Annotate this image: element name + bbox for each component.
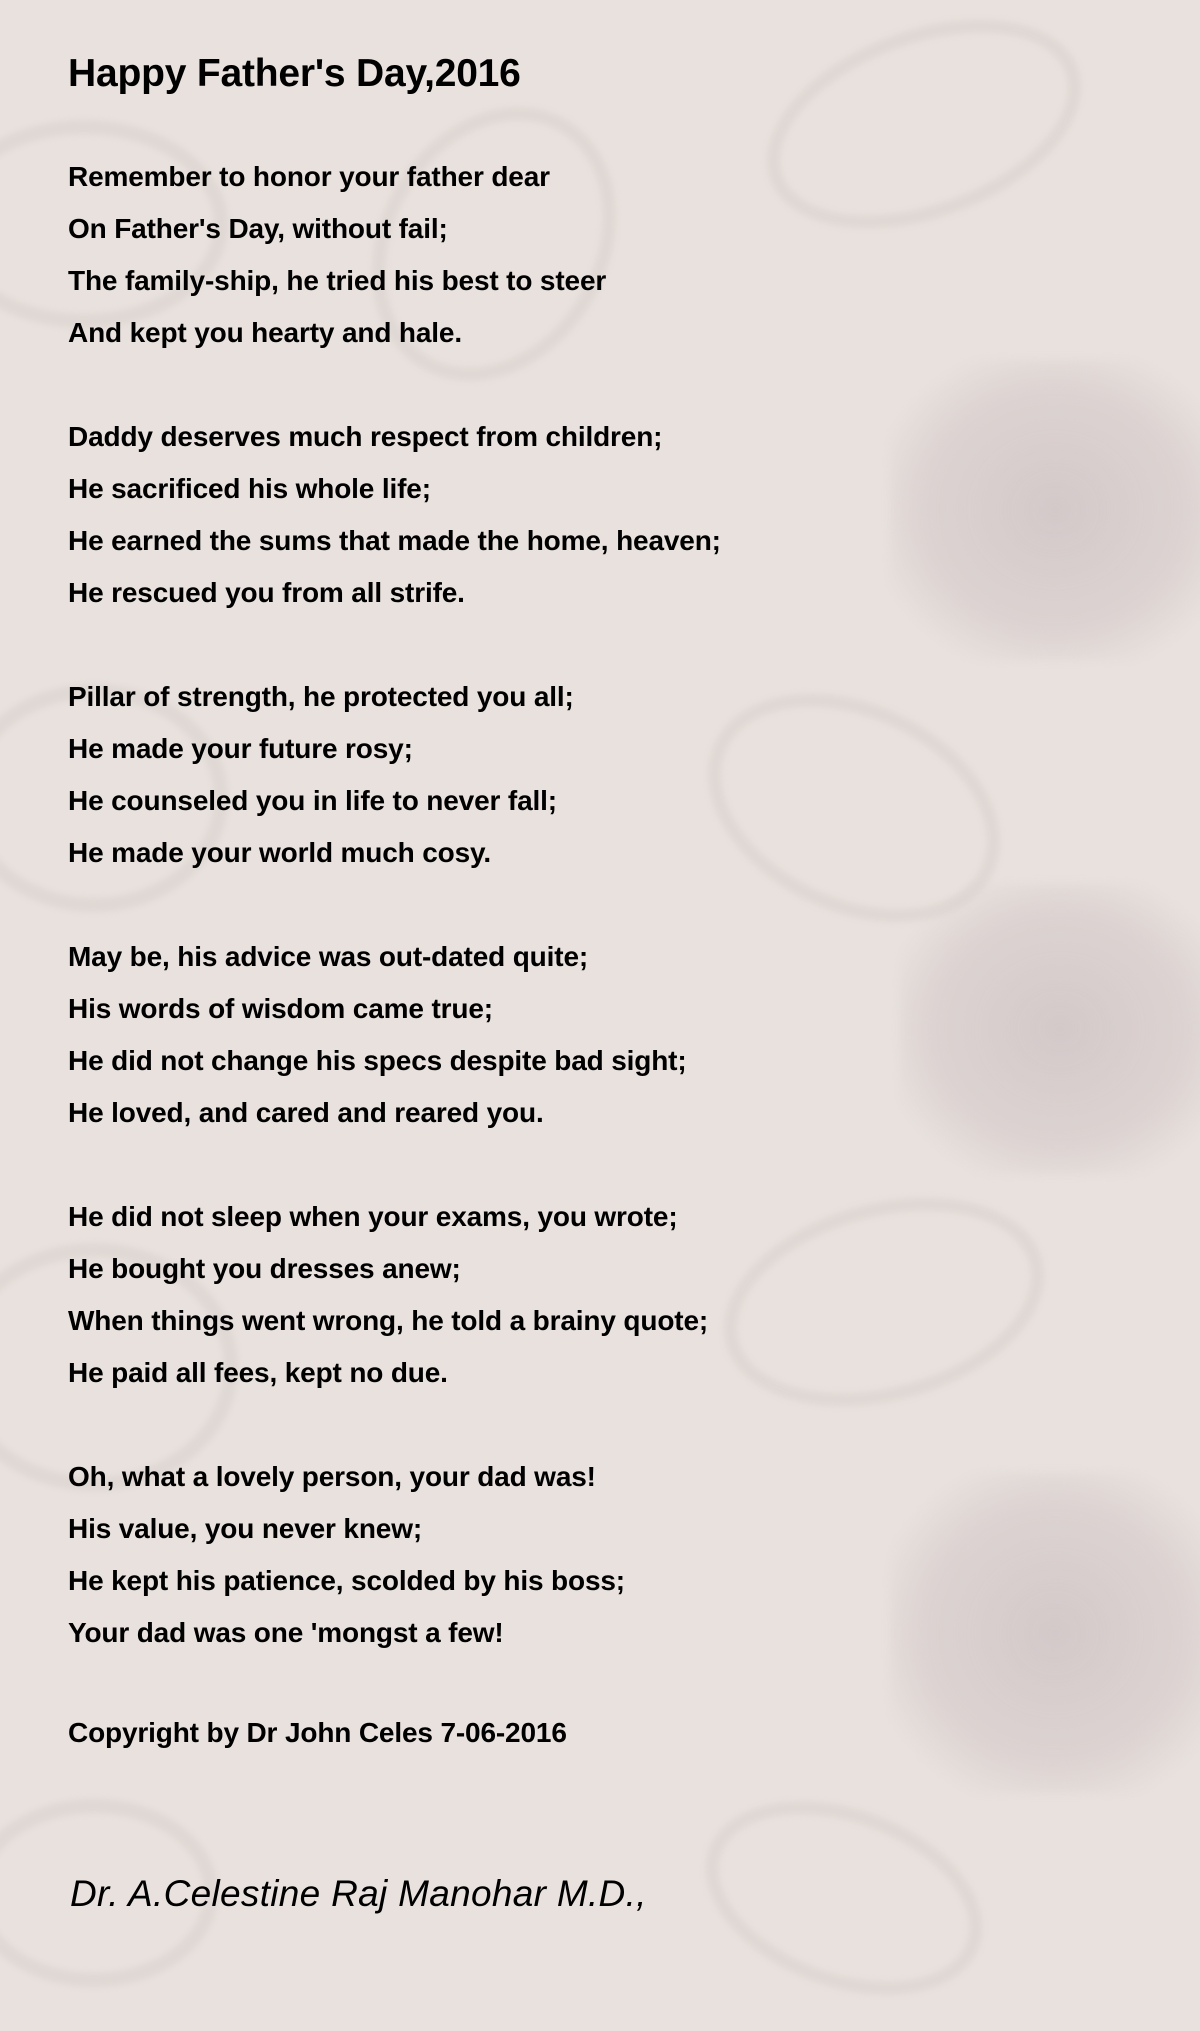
stanza (68, 1197, 721, 1405)
stanza (68, 417, 721, 625)
poem-line: He rescued you from all strife. (68, 577, 465, 608)
background-swirl (738, 0, 1111, 268)
stanza (68, 937, 721, 1145)
poem-line: Pillar of strength, he protected you all; (68, 681, 574, 712)
background-band (0, 1769, 1200, 1970)
stanza (68, 677, 721, 885)
stanza (68, 1457, 721, 1665)
poem-line: His words of wisdom came true; (68, 993, 493, 1024)
poem-body (68, 157, 721, 1717)
poem-line: He made your future rosy; (68, 733, 413, 764)
poem-line: He sacrificed his whole life; (68, 473, 431, 504)
copyright-notice: Copyright by Dr John Celes 7-06-2016 (68, 1717, 567, 1748)
poem-line: Your dad was one 'mongst a few! (68, 1617, 504, 1648)
background-blotch (890, 1473, 1200, 1793)
background-swirl (700, 1164, 1068, 1440)
poem-line: He kept his patience, scolded by his boss; (68, 1565, 625, 1596)
poem-line: He did not sleep when your exams, you wrote; (68, 1201, 678, 1232)
poem-line: May be, his advice was out-dated quite; (68, 941, 589, 972)
author-signature: Dr. A.Celestine Raj Manohar M.D., (70, 1873, 647, 1914)
poem-line: His value, you never knew; (68, 1513, 423, 1544)
poem-line: He loved, and cared and reared you. (68, 1097, 544, 1128)
poem-line: On Father's Day, without fail; (68, 213, 448, 244)
poem-line: He counseled you in life to never fall; (68, 785, 557, 816)
poem-line: Daddy deserves much respect from children; (68, 421, 663, 452)
background-blotch (890, 360, 1200, 660)
poem-line: He bought you dresses anew; (68, 1253, 461, 1284)
poem-line: The family-ship, he tried his best to steer (68, 265, 607, 296)
background-swirl (678, 1765, 1010, 2031)
poem-line: Remember to honor your father dear (68, 161, 550, 192)
poem-line: He paid all fees, kept no due. (68, 1357, 448, 1388)
poem-line: He did not change his specs despite bad sight; (68, 1045, 687, 1076)
poem-line: He made your world much cosy. (68, 837, 492, 868)
stanza (68, 157, 721, 365)
poem-line: When things went wrong, he told a brainy quote; (68, 1305, 709, 1336)
poem-line: And kept you hearty and hale. (68, 317, 462, 348)
poem-line: Oh, what a lovely person, your dad was! (68, 1461, 596, 1492)
background-blotch (900, 884, 1200, 1174)
poem-title: Happy Father's Day,2016 (68, 52, 521, 95)
poem-line: He earned the sums that made the home, heaven; (68, 525, 721, 556)
